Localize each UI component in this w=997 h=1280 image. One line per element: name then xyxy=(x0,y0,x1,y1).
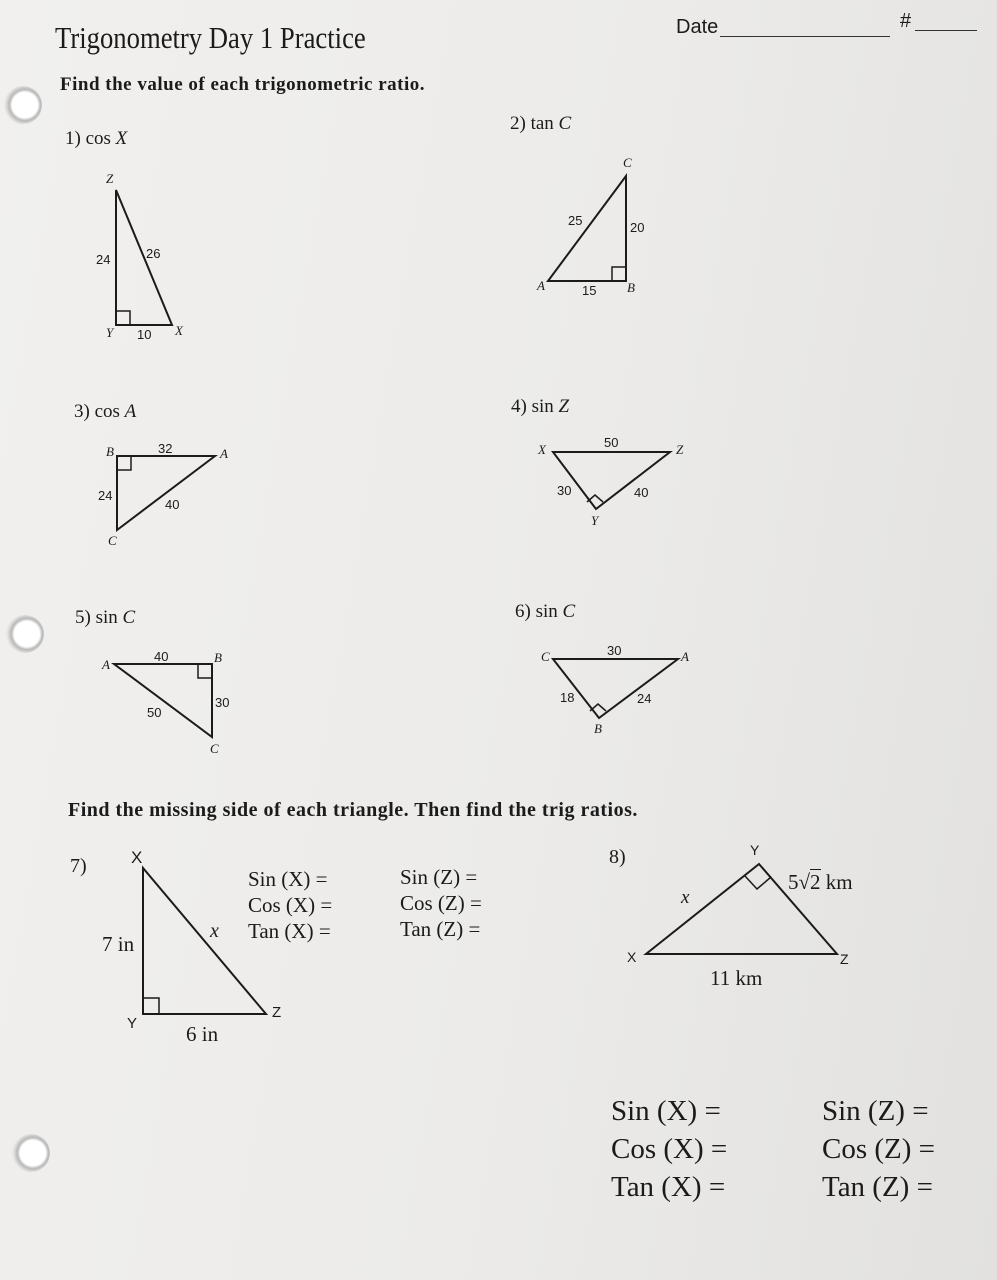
angle-variable: Z xyxy=(558,396,570,417)
right-angle-marker-5 xyxy=(198,664,212,678)
cos-z-answer[interactable]: Cos (Z) = xyxy=(400,891,482,915)
vertex-c: C xyxy=(210,741,219,756)
side-left: 30 xyxy=(557,483,572,498)
problem-5-label xyxy=(75,607,135,629)
side-top: 40 xyxy=(154,649,169,664)
vertex-b: B xyxy=(594,721,602,736)
vertex-a: A xyxy=(681,649,689,664)
vertex-x: X xyxy=(131,848,143,867)
problem-number: 4) xyxy=(511,396,527,417)
trig-function: sin xyxy=(531,396,554,417)
section2-instruction: Find the missing side of each triangle. Then find the trig ratios. xyxy=(68,799,638,821)
side-top: 30 xyxy=(607,643,622,658)
vertex-y: Y xyxy=(127,1015,138,1032)
problem-8-ratios-z xyxy=(822,1092,935,1206)
side-left: 7 in xyxy=(102,932,135,956)
problem-number: 1) xyxy=(65,128,81,149)
triangle-4 xyxy=(553,452,670,509)
cos-x-answer[interactable]: Cos (X) = xyxy=(611,1133,728,1165)
angle-variable: A xyxy=(124,401,137,422)
angle-variable: C xyxy=(558,113,572,134)
vertex-c: C xyxy=(108,533,117,548)
angle-variable: C xyxy=(122,607,136,628)
side-bottom: 10 xyxy=(137,327,152,342)
side-top: 32 xyxy=(158,441,173,456)
side-left: 24 xyxy=(98,488,113,503)
vertex-z: Z xyxy=(272,1004,282,1021)
unit: km xyxy=(825,870,853,894)
vertex-y: Y xyxy=(106,325,114,340)
trig-function: tan xyxy=(530,113,554,134)
problem-8-ratios-x xyxy=(611,1092,727,1206)
vertex-z: Z xyxy=(840,951,849,967)
sin-z-answer[interactable]: Sin (Z) = xyxy=(400,865,478,889)
triangle-1 xyxy=(116,190,172,325)
right-angle-marker-1 xyxy=(116,311,130,325)
side-hyp: x xyxy=(210,920,219,942)
sin-x-answer[interactable]: Sin (X) = xyxy=(611,1095,721,1127)
page-title: Trigonometry Day 1 Practice xyxy=(55,20,366,55)
trig-function: cos xyxy=(85,128,111,149)
side-hyp: 25 xyxy=(568,213,583,228)
problem-number: 6) xyxy=(515,601,531,622)
problem-number: 3) xyxy=(74,401,90,422)
trig-function: cos xyxy=(94,401,120,422)
radicand: 2 xyxy=(810,870,821,894)
side-right: 30 xyxy=(215,695,230,710)
side-right: 24 xyxy=(637,691,652,706)
side-bottom: 15 xyxy=(582,283,597,298)
right-angle-marker-7 xyxy=(143,998,159,1014)
vertex-b: B xyxy=(627,280,635,295)
side-left: 18 xyxy=(560,690,575,705)
side-hyp: 50 xyxy=(147,705,162,720)
vertex-b: B xyxy=(106,444,114,459)
problem-8-number: 8) xyxy=(609,846,626,868)
vertex-y: Y xyxy=(591,513,599,528)
sin-z-answer[interactable]: Sin (Z) = xyxy=(822,1095,929,1127)
side-left: 24 xyxy=(96,252,111,267)
vertex-x: X xyxy=(175,323,183,338)
problem-3-label xyxy=(74,401,136,423)
sqrt-symbol: √ xyxy=(798,870,811,894)
vertex-a: A xyxy=(220,446,228,461)
vertex-b: B xyxy=(214,650,222,665)
problem-6-label xyxy=(515,601,575,623)
problem-number: 5) xyxy=(75,607,91,628)
cos-z-answer[interactable]: Cos (Z) = xyxy=(822,1133,936,1165)
side-top: 50 xyxy=(604,435,619,450)
radical-coefficient: 5 xyxy=(788,870,799,894)
problem-2-label xyxy=(510,113,571,135)
side-hyp: 40 xyxy=(165,497,180,512)
side-right: 20 xyxy=(630,220,645,235)
sin-x-answer[interactable]: Sin (X) = xyxy=(248,867,328,891)
problem-number: 2) xyxy=(510,113,526,134)
triangle-6 xyxy=(553,659,678,718)
vertex-z: Z xyxy=(106,171,114,186)
tan-x-answer[interactable]: Tan (X) = xyxy=(248,919,331,943)
side-right: 40 xyxy=(634,485,649,500)
problem-7-number: 7) xyxy=(70,855,87,877)
side-bottom: 6 in xyxy=(186,1022,219,1046)
side-bottom: 11 km xyxy=(710,966,763,990)
trig-function: sin xyxy=(535,601,558,622)
side-right xyxy=(788,870,853,895)
vertex-c: C xyxy=(541,649,550,664)
cos-x-answer[interactable]: Cos (X) = xyxy=(248,893,333,917)
right-angle-marker-2 xyxy=(612,267,626,281)
vertex-a: A xyxy=(102,657,110,672)
triangle-2 xyxy=(548,176,626,281)
right-angle-marker-8 xyxy=(745,876,771,889)
trig-function: sin xyxy=(95,607,118,628)
tan-z-answer[interactable]: Tan (Z) = xyxy=(400,917,481,941)
problem-4-label xyxy=(511,396,569,418)
date-label: Date xyxy=(676,16,719,38)
angle-variable: C xyxy=(562,601,576,622)
vertex-x: X xyxy=(627,949,637,965)
vertex-c: C xyxy=(623,155,632,170)
vertex-a: A xyxy=(537,278,545,293)
side-left: x xyxy=(681,887,690,908)
side-hyp: 26 xyxy=(146,246,161,261)
vertex-y: Y xyxy=(750,842,760,858)
vertex-z: Z xyxy=(676,442,684,457)
section1-instruction: Find the value of each trigonometric ratio. xyxy=(60,74,426,95)
tan-x-answer[interactable]: Tan (X) = xyxy=(611,1171,726,1203)
problem-7-ratios-z xyxy=(400,864,482,942)
right-angle-marker-3 xyxy=(117,456,131,470)
problem-7-ratios-x xyxy=(248,866,332,944)
tan-z-answer[interactable]: Tan (Z) = xyxy=(822,1171,933,1203)
number-label: # xyxy=(900,10,912,32)
vertex-x: X xyxy=(538,442,546,457)
angle-variable: X xyxy=(115,128,128,149)
